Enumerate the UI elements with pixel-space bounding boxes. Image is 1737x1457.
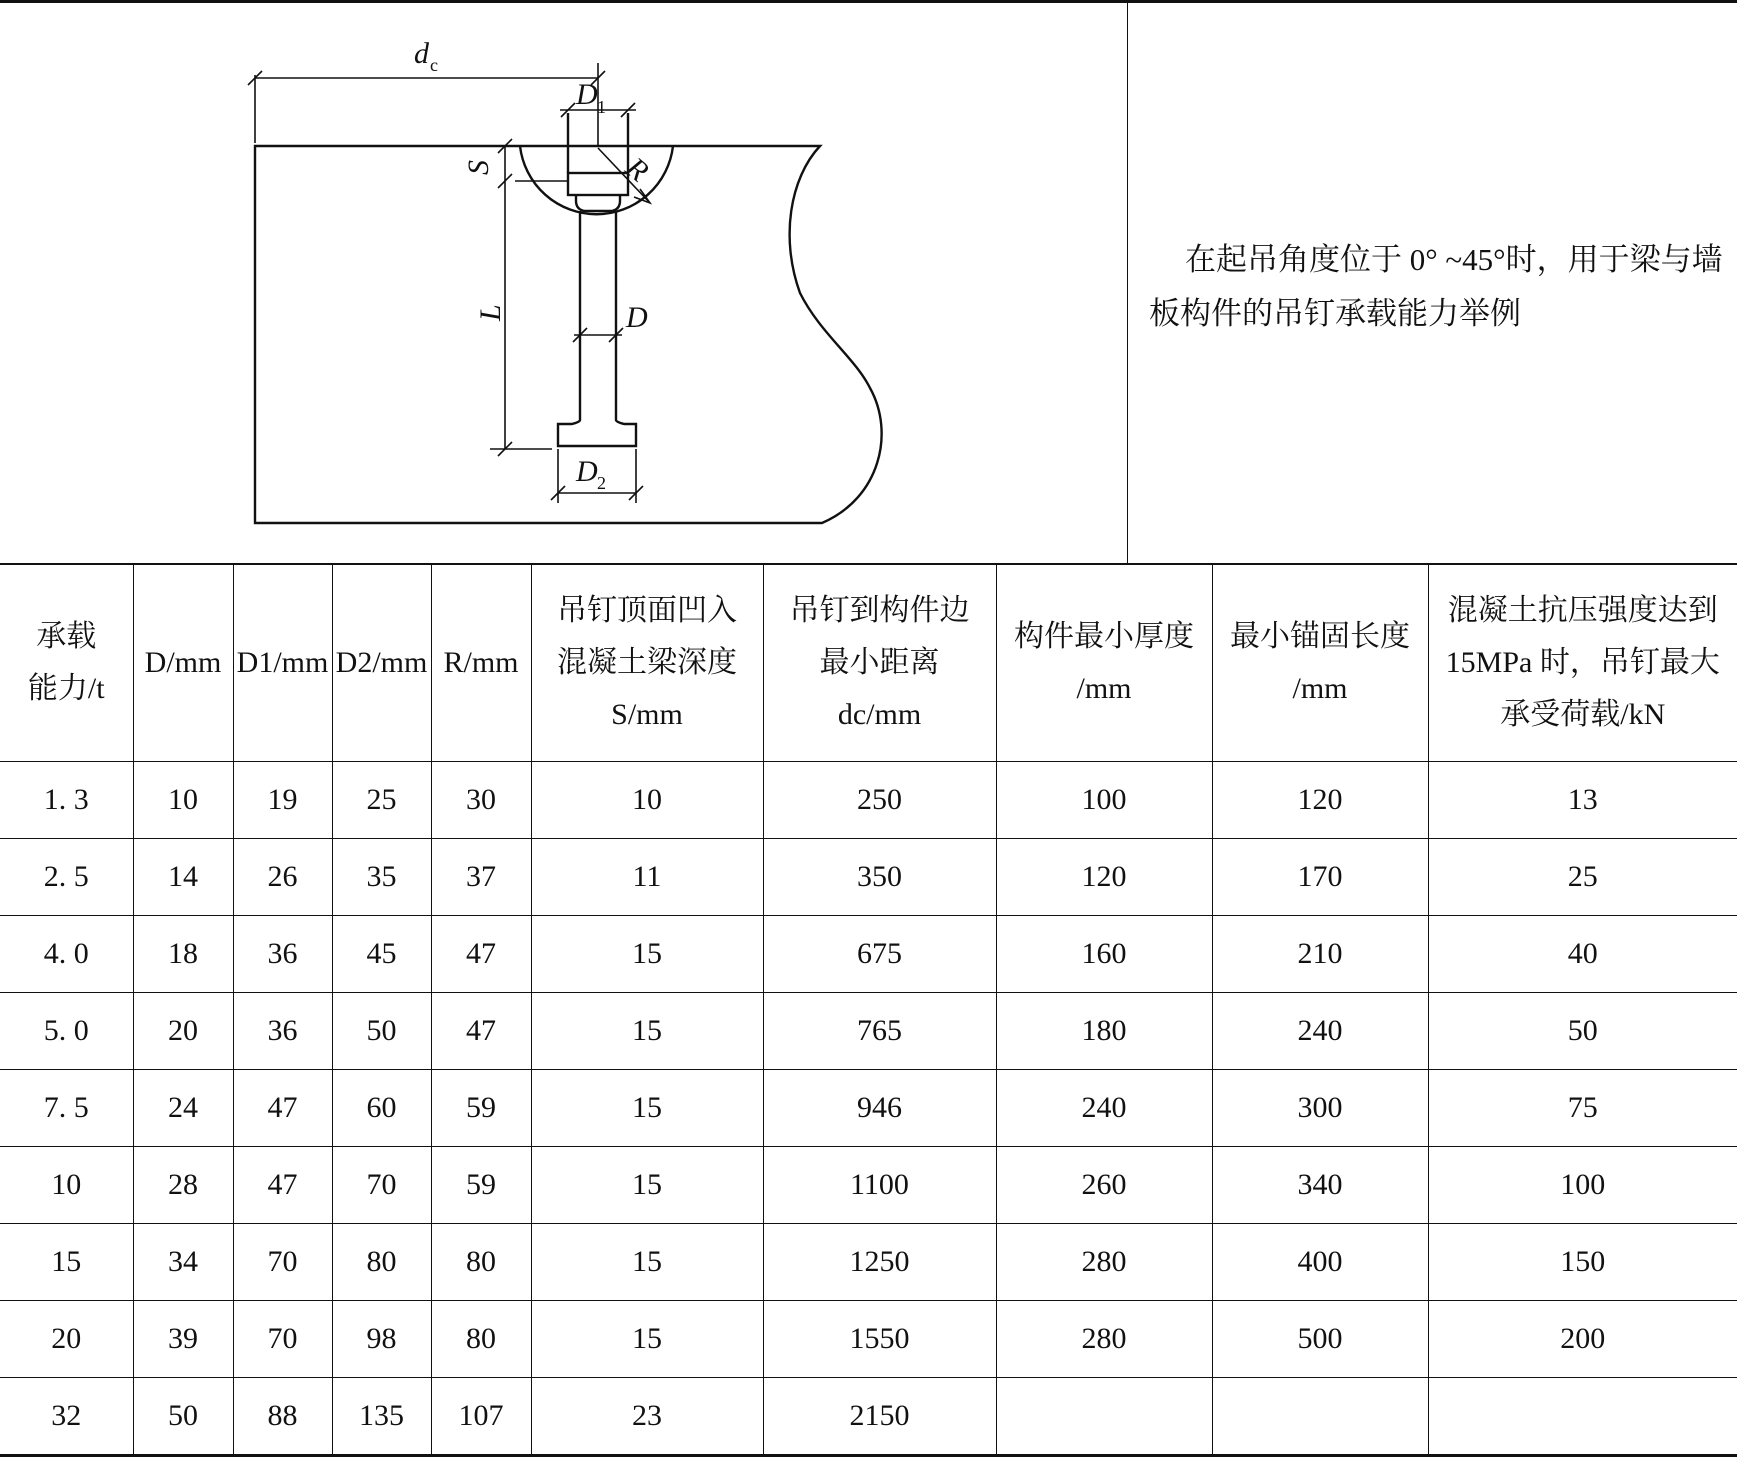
cell-thickness: 180 xyxy=(996,993,1212,1070)
cell-d1: 36 xyxy=(233,993,332,1070)
cell-anchor: 240 xyxy=(1212,993,1428,1070)
cell-anchor: 400 xyxy=(1212,1224,1428,1301)
cell-d: 18 xyxy=(133,916,233,993)
cell-load: 200 xyxy=(1428,1301,1737,1378)
cell-capacity: 4. 0 xyxy=(0,916,133,993)
cell-r: 37 xyxy=(431,839,531,916)
label-d2-sub: 2 xyxy=(597,473,606,493)
cell-d1: 70 xyxy=(233,1301,332,1378)
cell-capacity: 2. 5 xyxy=(0,839,133,916)
cell-d2: 80 xyxy=(332,1224,431,1301)
cell-d: 39 xyxy=(133,1301,233,1378)
cell-thickness: 120 xyxy=(996,839,1212,916)
label-d: D xyxy=(626,301,648,334)
cell-r: 59 xyxy=(431,1147,531,1224)
cell-s: 15 xyxy=(531,993,763,1070)
cell-capacity: 5. 0 xyxy=(0,993,133,1070)
cell-thickness: 100 xyxy=(996,762,1212,839)
cell-d2: 35 xyxy=(332,839,431,916)
header-anchor: 最小锚固长度 /mm xyxy=(1212,564,1428,762)
header-r: R/mm xyxy=(431,564,531,762)
cell-d1: 88 xyxy=(233,1378,332,1456)
table-header-row xyxy=(0,564,1737,762)
cell-capacity: 32 xyxy=(0,1378,133,1456)
cell-load: 50 xyxy=(1428,993,1737,1070)
label-r: R xyxy=(619,151,655,189)
cell-r: 47 xyxy=(431,993,531,1070)
lifting-anchor-diagram xyxy=(0,3,1125,563)
cell-d2: 60 xyxy=(332,1070,431,1147)
table-row xyxy=(0,1147,1737,1224)
cell-anchor: 300 xyxy=(1212,1070,1428,1147)
table-row xyxy=(0,839,1737,916)
cell-s: 15 xyxy=(531,1301,763,1378)
cell-d: 24 xyxy=(133,1070,233,1147)
cell-load: 13 xyxy=(1428,762,1737,839)
cell-anchor: 210 xyxy=(1212,916,1428,993)
cell-load: 150 xyxy=(1428,1224,1737,1301)
cell-s: 11 xyxy=(531,839,763,916)
table-row xyxy=(0,1070,1737,1147)
cell-anchor: 120 xyxy=(1212,762,1428,839)
cell-d2: 135 xyxy=(332,1378,431,1456)
cell-r: 107 xyxy=(431,1378,531,1456)
table-row xyxy=(0,1378,1737,1456)
cell-anchor: 500 xyxy=(1212,1301,1428,1378)
cell-dc: 675 xyxy=(763,916,996,993)
cell-dc: 250 xyxy=(763,762,996,839)
cell-capacity: 20 xyxy=(0,1301,133,1378)
cell-d: 34 xyxy=(133,1224,233,1301)
label-d1: D xyxy=(576,78,598,111)
cell-s: 15 xyxy=(531,916,763,993)
cell-d2: 45 xyxy=(332,916,431,993)
cell-load: 100 xyxy=(1428,1147,1737,1224)
cell-s: 15 xyxy=(531,1147,763,1224)
header-d: D/mm xyxy=(133,564,233,762)
cell-d1: 36 xyxy=(233,916,332,993)
cell-capacity: 7. 5 xyxy=(0,1070,133,1147)
cell-s: 10 xyxy=(531,762,763,839)
note-cell xyxy=(1129,3,1737,563)
anchor-capacity-table xyxy=(0,563,1737,1457)
table-row xyxy=(0,1301,1737,1378)
header-d2: D2/mm xyxy=(332,564,431,762)
cell-thickness: 280 xyxy=(996,1301,1212,1378)
header-capacity: 承载 能力/t xyxy=(0,564,133,762)
cell-s: 15 xyxy=(531,1070,763,1147)
cell-d1: 19 xyxy=(233,762,332,839)
label-dc: d xyxy=(414,37,429,70)
figure-note: 在起吊角度位于 0° ~45°时，用于梁与墙板构件的吊钉承载能力举例 xyxy=(1149,242,1723,331)
figure-row xyxy=(0,3,1737,563)
label-d2: D xyxy=(576,455,598,488)
cell-d: 50 xyxy=(133,1378,233,1456)
cell-r: 59 xyxy=(431,1070,531,1147)
cell-d2: 50 xyxy=(332,993,431,1070)
cell-d: 20 xyxy=(133,993,233,1070)
header-s: 吊钉顶面凹入 混凝土梁深度 S/mm xyxy=(531,564,763,762)
header-d1: D1/mm xyxy=(233,564,332,762)
cell-dc: 1550 xyxy=(763,1301,996,1378)
cell-capacity: 1. 3 xyxy=(0,762,133,839)
cell-r: 80 xyxy=(431,1301,531,1378)
cell-d2: 98 xyxy=(332,1301,431,1378)
cell-load xyxy=(1428,1378,1737,1456)
table-row xyxy=(0,916,1737,993)
cell-anchor: 170 xyxy=(1212,839,1428,916)
cell-thickness: 240 xyxy=(996,1070,1212,1147)
cell-load: 25 xyxy=(1428,839,1737,916)
cell-load: 40 xyxy=(1428,916,1737,993)
label-s: S xyxy=(462,160,495,175)
label-l: L xyxy=(474,304,507,321)
cell-load: 75 xyxy=(1428,1070,1737,1147)
header-thickness: 构件最小厚度 /mm xyxy=(996,564,1212,762)
cell-d1: 26 xyxy=(233,839,332,916)
cell-capacity: 15 xyxy=(0,1224,133,1301)
cell-d1: 47 xyxy=(233,1070,332,1147)
table-row xyxy=(0,762,1737,839)
cell-r: 30 xyxy=(431,762,531,839)
table-row xyxy=(0,993,1737,1070)
cell-d: 14 xyxy=(133,839,233,916)
cell-r: 47 xyxy=(431,916,531,993)
header-load: 混凝土抗压强度达到 15MPa 时，吊钉最大 承受荷载/kN xyxy=(1428,564,1737,762)
cell-capacity: 10 xyxy=(0,1147,133,1224)
cell-d: 28 xyxy=(133,1147,233,1224)
cell-thickness: 160 xyxy=(996,916,1212,993)
cell-thickness: 260 xyxy=(996,1147,1212,1224)
cell-dc: 1250 xyxy=(763,1224,996,1301)
cell-dc: 350 xyxy=(763,839,996,916)
cell-thickness: 280 xyxy=(996,1224,1212,1301)
figure-cell xyxy=(0,3,1128,563)
cell-s: 23 xyxy=(531,1378,763,1456)
cell-dc: 1100 xyxy=(763,1147,996,1224)
table-body xyxy=(0,762,1737,1456)
cell-dc: 765 xyxy=(763,993,996,1070)
cell-dc: 2150 xyxy=(763,1378,996,1456)
table-row xyxy=(0,1224,1737,1301)
cell-d: 10 xyxy=(133,762,233,839)
cell-d1: 47 xyxy=(233,1147,332,1224)
header-dc: 吊钉到构件边 最小距离 dc/mm xyxy=(763,564,996,762)
cell-d2: 70 xyxy=(332,1147,431,1224)
cell-r: 80 xyxy=(431,1224,531,1301)
cell-anchor: 340 xyxy=(1212,1147,1428,1224)
label-d1-sub: 1 xyxy=(597,97,606,117)
cell-s: 15 xyxy=(531,1224,763,1301)
cell-d1: 70 xyxy=(233,1224,332,1301)
cell-anchor xyxy=(1212,1378,1428,1456)
cell-thickness xyxy=(996,1378,1212,1456)
cell-d2: 25 xyxy=(332,762,431,839)
cell-dc: 946 xyxy=(763,1070,996,1147)
label-dc-sub: c xyxy=(430,55,438,75)
